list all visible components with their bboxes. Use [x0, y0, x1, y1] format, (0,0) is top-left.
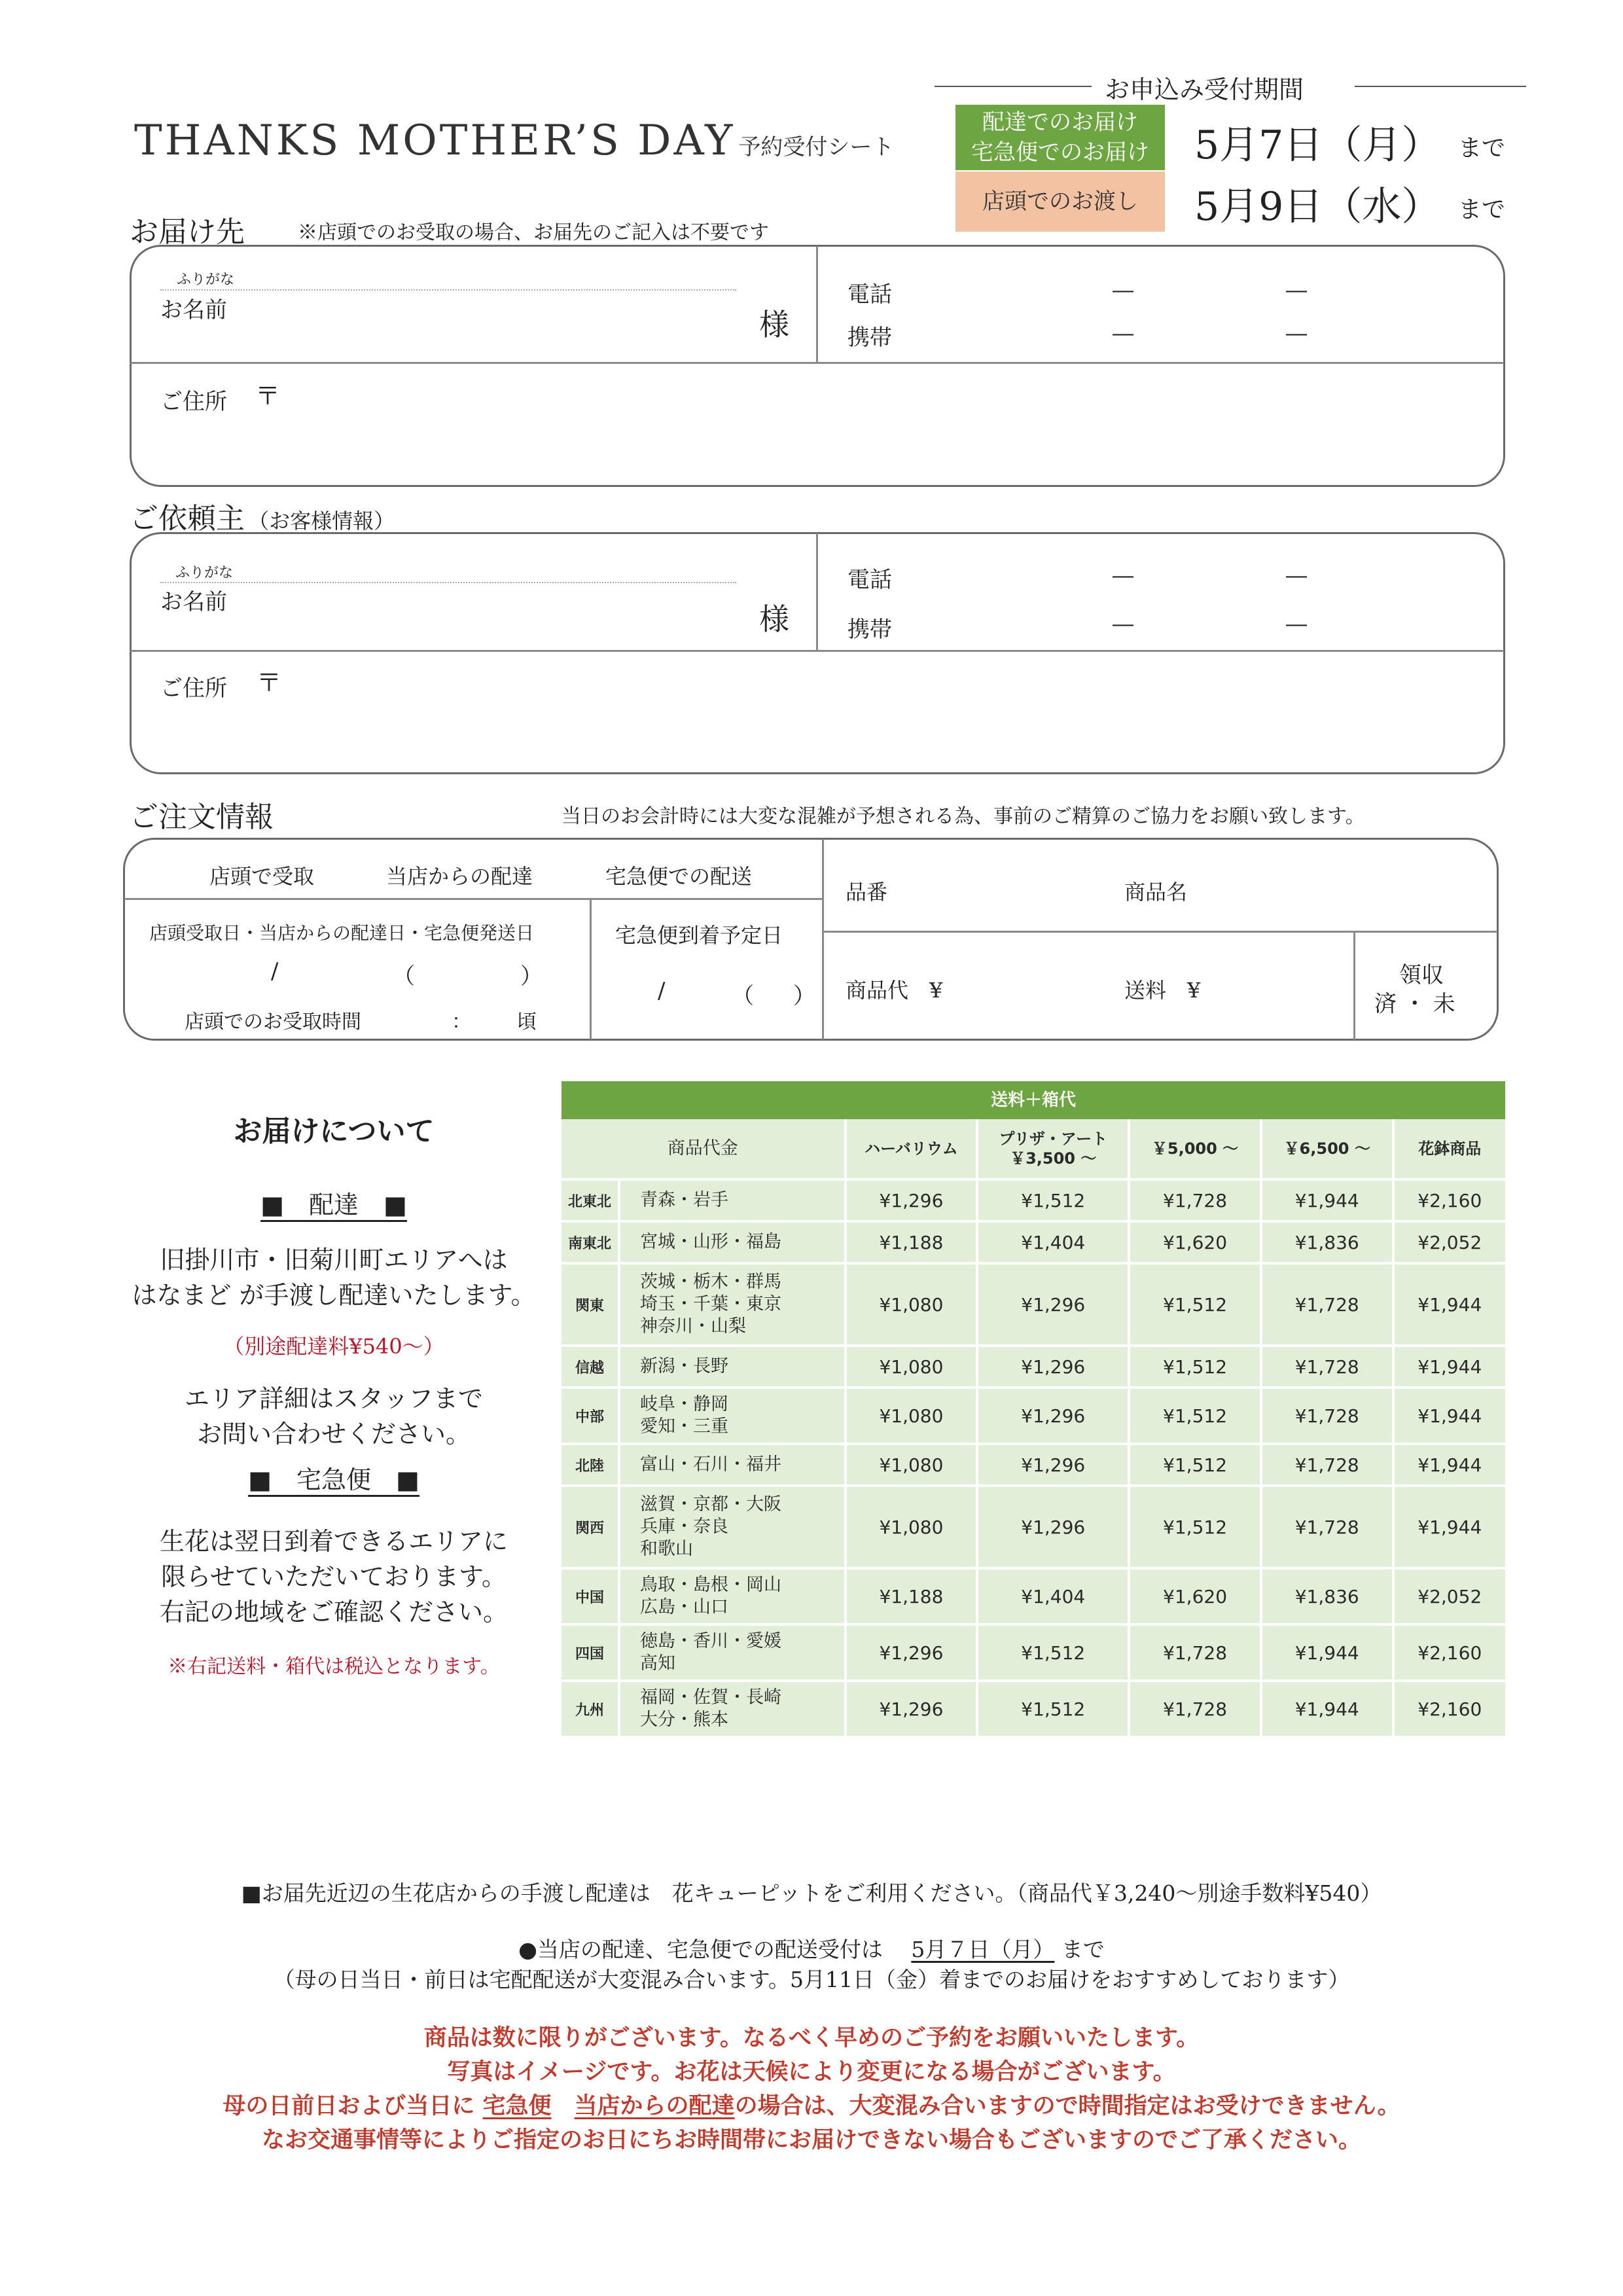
rate-prefectures	[620, 1626, 847, 1682]
store-deadline-made: まで	[1458, 196, 1506, 223]
order-receipt-options[interactable]: 済 ・ 未	[1374, 991, 1455, 1017]
rate-price: ¥1,512	[1130, 1265, 1262, 1347]
footer	[0, 1878, 1623, 2157]
rate-price: ¥1,512	[1130, 1445, 1262, 1487]
order-method-local[interactable]: 当店からの配達	[386, 864, 533, 889]
col-header-preserved-l1: プリザ・アート	[999, 1130, 1108, 1148]
recipient-tel-dash1: ―	[1113, 278, 1133, 302]
order-arrival-label: 宅急便到着予定日	[615, 923, 783, 948]
rate-price: ¥1,188	[847, 1570, 979, 1626]
rate-price: ¥1,836	[1262, 1570, 1395, 1626]
rate-prefectures	[620, 1445, 847, 1487]
order-pickup-goro: 頃	[517, 1011, 537, 1033]
requester-name-underline	[160, 582, 736, 583]
rate-table	[562, 1119, 1505, 1738]
order-method-store[interactable]: 店頭で受取	[209, 864, 315, 889]
rate-price: ¥1,080	[847, 1389, 979, 1445]
rate-table-title: 送料＋箱代	[562, 1081, 1505, 1119]
recipient-mobile-dash2: ―	[1286, 321, 1307, 346]
rate-price: ¥1,512	[1130, 1389, 1262, 1445]
delivery-badge-line1: 配達でのお届け	[982, 109, 1138, 135]
order-receipt-label: 領収	[1399, 962, 1444, 988]
order-shipping-label: 送料 ¥	[1124, 978, 1201, 1003]
order-right-hdivider	[822, 931, 1497, 933]
requester-heading	[130, 495, 395, 537]
courier-heading	[105, 1462, 563, 1498]
requester-divider	[130, 650, 1504, 652]
period-rule-right	[1355, 86, 1526, 87]
recipient-postal-mark: 〒	[255, 382, 281, 410]
order-pickup-time-label: 店頭でのお受取時間	[185, 1011, 361, 1033]
rate-price: ¥1,944	[1395, 1445, 1505, 1487]
warning-3e: の場合は、大変混み合いますので時間指定はお受けできません。	[734, 2092, 1400, 2119]
delivery-period-badge	[955, 105, 1165, 170]
rate-price: ¥1,080	[847, 1445, 979, 1487]
rate-price: ¥1,512	[978, 1682, 1130, 1738]
warning-1: 商品は数に限りがございます。なるべく早めのご予約をお願いいたします。	[423, 2024, 1200, 2051]
recipient-note: ※店頭でのお受取の場合、お届先のご記入は不要です	[298, 221, 769, 244]
rate-price: ¥1,944	[1395, 1389, 1505, 1445]
rate-row	[562, 1223, 1505, 1265]
requester-name-field[interactable]	[275, 584, 733, 623]
prefecture-line: 大分・熊本	[640, 1710, 729, 1730]
requester-tel-dash1: ―	[1113, 563, 1133, 588]
rate-price: ¥1,728	[1130, 1682, 1262, 1738]
rate-price: ¥1,728	[1262, 1389, 1395, 1445]
rate-region: 関西	[562, 1487, 620, 1570]
order-method-courier[interactable]: 宅急便での配送	[605, 864, 753, 889]
recipient-tel-label: 電話	[847, 281, 892, 308]
order-date-paren-close: ）	[520, 963, 543, 990]
period-rule-left	[935, 86, 1092, 87]
requester-address-label: ご住所	[160, 675, 227, 702]
rate-region: 関東	[562, 1265, 620, 1347]
order-item-no-label: 品番	[846, 880, 888, 905]
col-header-6500: ￥6,500 ～	[1262, 1119, 1395, 1181]
rate-price: ¥1,944	[1395, 1347, 1505, 1389]
rate-price: ¥1,296	[978, 1389, 1130, 1445]
order-arrival-slash: /	[658, 978, 666, 1004]
rate-price: ¥1,296	[978, 1265, 1130, 1347]
deadline-note: （母の日当日・前日は宅配配送が大変混み合います。5月11日（金）着までのお届けをおすすめしております）	[273, 1967, 1350, 1992]
deadline-suffix: まで	[1061, 1937, 1105, 1962]
warning-3a: 母の日前日および当日に	[223, 2092, 483, 2119]
order-price-label: 商品代 ¥	[846, 978, 943, 1003]
prefecture-line: 滋賀・京都・大阪	[640, 1494, 782, 1515]
rate-price: ¥1,944	[1395, 1265, 1505, 1347]
rate-price: ¥1,296	[847, 1682, 979, 1738]
recipient-name-field[interactable]	[275, 292, 733, 331]
order-note: 当日のお会計時には大変な混雑が予想される為、事前のご精算のご協力をお願い致します。	[562, 805, 1365, 828]
rate-prefectures	[620, 1682, 847, 1738]
rate-region: 信越	[562, 1347, 620, 1389]
order-item-name-label: 商品名	[1124, 880, 1188, 905]
rate-row	[562, 1265, 1505, 1347]
recipient-name-underline	[160, 289, 736, 291]
recipient-mobile-dash1: ―	[1113, 321, 1133, 346]
rate-table-body	[562, 1181, 1505, 1738]
warning-3d: 当店からの配達	[574, 2092, 735, 2119]
requester-name-label: お名前	[160, 589, 227, 615]
rate-price: ¥1,728	[1130, 1181, 1262, 1223]
local-delivery-heading	[105, 1187, 563, 1223]
deadline-prefix: ●当店の配達、宅急便での配送受付は	[518, 1937, 904, 1962]
requester-sama: 様	[759, 601, 789, 637]
local-text-1: 旧掛川市・旧菊川町エリアへは	[160, 1246, 508, 1274]
col-header-preserved	[978, 1119, 1130, 1181]
period-heading: お申込み受付期間	[1105, 75, 1304, 104]
courier-text-3: 右記の地域をご確認ください。	[159, 1598, 508, 1626]
rate-row	[562, 1570, 1505, 1626]
rate-price: ¥1,728	[1262, 1445, 1395, 1487]
prefecture-line: 兵庫・奈良	[640, 1516, 729, 1537]
rate-row	[562, 1347, 1505, 1389]
requester-postal-mark: 〒	[257, 668, 282, 697]
rate-region: 中部	[562, 1389, 620, 1445]
prefecture-line: 鳥取・島根・岡山	[640, 1575, 782, 1595]
requester-furigana: ふりがな	[175, 565, 234, 581]
rate-region: 中国	[562, 1570, 620, 1626]
rate-price: ¥1,620	[1130, 1570, 1262, 1626]
recipient-heading: お届け先	[130, 215, 245, 249]
delivery-info-title: お届けについて	[233, 1115, 435, 1148]
rate-price: ¥2,160	[1395, 1682, 1505, 1738]
rate-prefectures	[620, 1265, 847, 1347]
requester-vdivider	[816, 533, 818, 650]
courier-text-1: 生花は翌日到着できるエリアに	[159, 1527, 508, 1556]
rate-price: ¥1,944	[1262, 1181, 1395, 1223]
recipient-sama: 様	[759, 307, 789, 342]
rate-price: ¥1,296	[978, 1445, 1130, 1487]
deadline-line	[0, 1935, 1623, 1965]
rate-price: ¥1,512	[978, 1626, 1130, 1682]
store-deadline-date: 5月9日（水）	[1194, 184, 1441, 230]
rate-region: 北東北	[562, 1181, 620, 1223]
title-jp: 予約受付シート	[738, 134, 895, 160]
prefecture-line: 宮城・山形・福島	[640, 1232, 782, 1252]
warning-2: 写真はイメージです。お花は天候により変更になる場合がございます。	[447, 2058, 1176, 2085]
rate-price: ¥1,728	[1262, 1347, 1395, 1389]
rate-region: 南東北	[562, 1223, 620, 1265]
rate-price: ¥2,160	[1395, 1626, 1505, 1682]
rate-price: ¥1,944	[1262, 1626, 1395, 1682]
rate-price: ¥2,052	[1395, 1223, 1505, 1265]
recipient-tel-dash2: ―	[1286, 278, 1307, 302]
requester-tel-dash2: ―	[1286, 563, 1307, 588]
prefecture-line: 青森・岩手	[640, 1190, 729, 1210]
rate-region: 四国	[562, 1626, 620, 1682]
prefecture-line: 岐阜・静岡	[640, 1394, 729, 1414]
rate-price: ¥1,512	[978, 1181, 1130, 1223]
local-text-2: はなまど が手渡し配達いたします。	[132, 1281, 536, 1310]
store-period-badge	[955, 171, 1165, 232]
rate-price: ¥1,404	[978, 1223, 1130, 1265]
rate-price: ¥1,188	[847, 1223, 979, 1265]
rate-price: ¥1,080	[847, 1347, 979, 1389]
courier-heading-text: ■ 宅急便 ■	[248, 1465, 419, 1494]
prefecture-line: 新潟・長野	[640, 1356, 729, 1376]
delivery-deadline-made: まで	[1458, 135, 1506, 162]
order-date-paren-open: （	[393, 963, 415, 990]
prefecture-line: 富山・石川・福井	[640, 1454, 782, 1475]
local-text-3: エリア詳細はスタッフまで	[184, 1384, 483, 1413]
order-date-label: 店頭受取日・当店からの配達日・宅急便発送日	[149, 922, 535, 944]
recipient-name-label: お名前	[160, 297, 227, 323]
delivery-deadline-date: 5月7日（月）	[1194, 122, 1441, 168]
rate-price: ¥1,404	[978, 1570, 1130, 1626]
recipient-furigana: ふりがな	[177, 272, 235, 288]
warning-3c	[552, 2092, 575, 2119]
rate-row	[562, 1487, 1505, 1570]
warning-3	[0, 2089, 1623, 2123]
requester-heading-sub: （お客様情報）	[248, 509, 395, 533]
deadline-date: 5月７日（月）	[911, 1937, 1055, 1962]
order-left-vdivider	[590, 899, 592, 1039]
rate-prefectures	[620, 1389, 847, 1445]
rate-row	[562, 1626, 1505, 1682]
prefecture-line: 茨城・栃木・群馬	[640, 1272, 782, 1292]
requester-mobile-dash2: ―	[1286, 611, 1307, 636]
prefecture-line: 徳島・香川・愛媛	[640, 1631, 782, 1651]
prefecture-line: 埼玉・千葉・東京	[640, 1294, 782, 1314]
rate-price: ¥1,944	[1262, 1682, 1395, 1738]
prefecture-line: 神奈川・山梨	[640, 1316, 747, 1336]
rate-prefectures	[620, 1487, 847, 1570]
warning-4: なお交通事情等によりご指定のお日にちお時間帯にお届けできない場合もございますのでご了承ください。	[261, 2126, 1361, 2153]
cupid-line: ■お届先近辺の生花店からの手渡し配達は 花キューピットをご利用ください。（商品代￥3,240～別途手数料¥540）	[241, 1880, 1382, 1906]
order-heading: ご注文情報	[130, 800, 274, 834]
tax-note: ※右記送料・箱代は税込となります。	[168, 1655, 500, 1678]
rate-row	[562, 1682, 1505, 1738]
order-left-hdivider	[124, 898, 822, 900]
prefecture-line: 福岡・佐賀・長崎	[640, 1687, 782, 1708]
rate-price: ¥1,512	[1130, 1347, 1262, 1389]
delivery-info	[105, 1113, 563, 1685]
rate-price: ¥1,296	[847, 1626, 979, 1682]
store-badge-label: 店頭でのお渡し	[982, 188, 1138, 215]
rate-table-header-row	[562, 1119, 1505, 1181]
recipient-vdivider	[816, 246, 818, 362]
order-arrival-paren-open: （	[732, 983, 754, 1009]
rate-price: ¥1,728	[1130, 1626, 1262, 1682]
rate-price: ¥1,728	[1262, 1487, 1395, 1570]
rate-prefectures	[620, 1347, 847, 1389]
rate-region: 北陸	[562, 1445, 620, 1487]
order-receipt-vdivider	[1353, 932, 1355, 1039]
rate-prefectures	[620, 1223, 847, 1265]
local-text-4: お問い合わせください。	[196, 1420, 471, 1448]
requester-mobile-label: 携帯	[847, 617, 892, 643]
delivery-badge-line2: 宅急便でのお届け	[971, 139, 1149, 166]
local-delivery-heading-text: ■ 配達 ■	[260, 1191, 407, 1219]
order-pickup-colon: ：	[452, 1011, 471, 1033]
col-header-5000: ￥5,000 ～	[1130, 1119, 1262, 1181]
requester-tel-label: 電話	[847, 567, 892, 593]
rate-price: ¥1,728	[1262, 1265, 1395, 1347]
rate-prefectures	[620, 1181, 847, 1223]
order-arrival-paren-close: ）	[793, 983, 815, 1009]
rate-price: ¥1,512	[1130, 1487, 1262, 1570]
rate-row	[562, 1445, 1505, 1487]
col-header-base: 商品代金	[562, 1119, 847, 1181]
rate-price: ¥1,296	[847, 1181, 979, 1223]
rate-region: 九州	[562, 1682, 620, 1738]
recipient-mobile-label: 携帯	[847, 325, 892, 351]
title-latin: THANKS MOTHER’S DAY	[134, 117, 736, 165]
rate-price: ¥1,080	[847, 1487, 979, 1570]
rate-price: ¥1,836	[1262, 1223, 1395, 1265]
col-header-herbarium: ハーバリウム	[847, 1119, 979, 1181]
prefecture-line: 和歌山	[640, 1539, 694, 1559]
prefecture-line: 高知	[640, 1653, 676, 1674]
rate-price: ¥1,620	[1130, 1223, 1262, 1265]
rate-price: ¥1,296	[978, 1347, 1130, 1389]
warning-3b: 宅急便	[482, 2092, 552, 2119]
recipient-divider	[130, 362, 1504, 364]
rate-price: ¥2,160	[1395, 1181, 1505, 1223]
recipient-address-label: ご住所	[160, 389, 227, 415]
prefecture-line: 広島・山口	[640, 1597, 729, 1617]
prefecture-line: 愛知・三重	[640, 1416, 729, 1437]
order-main-vdivider	[822, 839, 824, 1039]
col-header-pot: 花鉢商品	[1395, 1119, 1505, 1181]
rate-prefectures	[620, 1570, 847, 1626]
rate-price: ¥2,052	[1395, 1570, 1505, 1626]
col-header-preserved-l2: ￥3,500 ～	[1010, 1149, 1097, 1168]
rate-price: ¥1,080	[847, 1265, 979, 1347]
rate-price: ¥1,296	[978, 1487, 1130, 1570]
requester-heading-main: ご依頼主	[130, 502, 245, 535]
rate-price: ¥1,944	[1395, 1487, 1505, 1570]
courier-text-2: 限らせていただいております。	[161, 1562, 507, 1591]
warnings	[0, 2021, 1623, 2157]
rate-row	[562, 1389, 1505, 1445]
order-date-slash: /	[271, 958, 279, 984]
local-fee: （別途配達料¥540～）	[223, 1334, 444, 1359]
requester-mobile-dash1: ―	[1113, 611, 1133, 636]
page-title	[134, 117, 894, 165]
rate-row	[562, 1181, 1505, 1223]
